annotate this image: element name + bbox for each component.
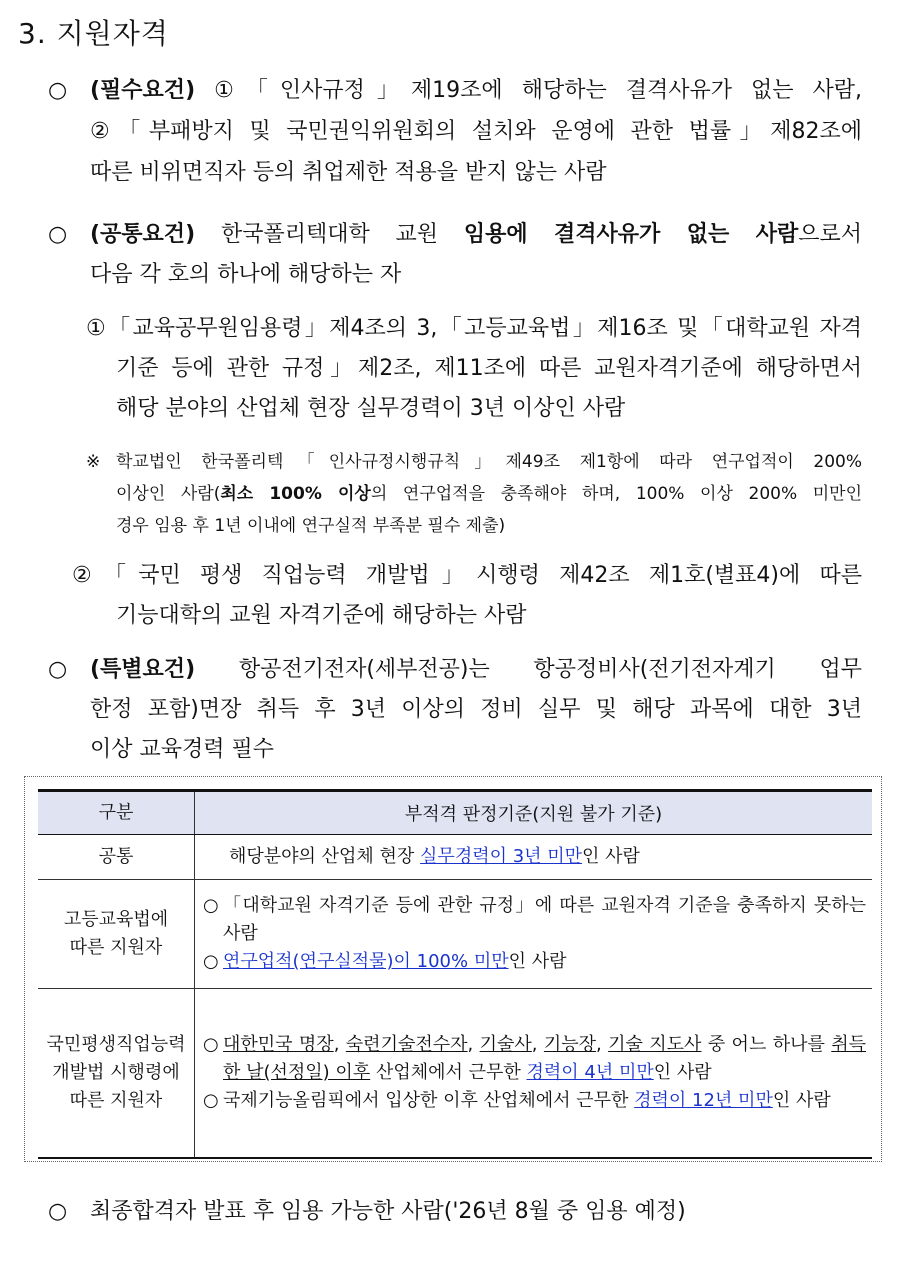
row-he-bullet-2-highlight: 연구업적(연구실적물)이 100% 미만 xyxy=(223,950,509,972)
row-he-bullet-1 xyxy=(203,892,866,948)
special-line-3: 이상 교육경력 필수 xyxy=(90,737,275,762)
table-header-category: 구분 xyxy=(38,791,195,835)
note-line-3: 경우 임용 후 1년 이내에 연구실적 부족분 필수 제출) xyxy=(116,516,506,536)
final-line: 최종합격자 발표 후 임용 가능한 사람('26년 8월 중 임용 예정) xyxy=(90,1199,686,1224)
common-line-1 xyxy=(90,224,862,246)
qual-transmitter: 숙련기술전수자 xyxy=(345,1034,468,1056)
row-common-criteria xyxy=(195,835,873,880)
common-item1-line-3: 해당 분야의 산업체 현장 실무경력이 3년 이상인 사람 xyxy=(116,396,626,421)
table-row-higher-education xyxy=(38,880,872,989)
row-he-bullet-2 xyxy=(203,948,866,976)
row-voc-criteria xyxy=(195,989,873,1159)
row-voc-bullet-1-mark: ○ xyxy=(203,1034,219,1056)
row-he-bullet-2-mark: ○ xyxy=(203,950,219,972)
qual-pe: 기술사 xyxy=(479,1034,532,1056)
row-he-bullet-2-post: 인 사람 xyxy=(508,950,567,972)
row-he-label xyxy=(38,880,195,989)
common-text-bold: 임용에 결격사유가 없는 사람 xyxy=(463,222,799,247)
common-item1-line-1: ①「교육공무원임용령」제4조의 3,「고등교육법」제16조 및「대학교원 자격 xyxy=(86,316,862,341)
note-line-2-pre: 이상인 사람( xyxy=(116,484,221,504)
bullet-common: ○ xyxy=(48,222,68,247)
row-voc-label-2: 개발법 시행령에 xyxy=(52,1062,180,1084)
special-line-2: 한정 포함)면장 취득 후 3년 이상의 정비 실무 및 해당 과목에 대한 3년 xyxy=(90,697,862,722)
row-voc-bullet-1-text xyxy=(223,1031,866,1087)
row-he-bullet-2-text xyxy=(223,948,866,976)
note-line-2 xyxy=(116,486,862,503)
row-he-bullet-1-mark: ○ xyxy=(203,895,219,917)
row-voc-bullet-1-post: 인 사람 xyxy=(653,1062,712,1084)
row-voc-bullet-2-text xyxy=(223,1087,866,1115)
row-voc-bullet-2-pre: 국제기능올림픽에서 입상한 이후 산업체에서 근무한 xyxy=(223,1089,635,1111)
row-voc-bullet-2-highlight: 경력이 12년 미만 xyxy=(634,1089,773,1111)
common-item1-line-2: 기준 등에 관한 규정」제2조, 제11조에 따른 교원자격기준에 해당하면서 xyxy=(116,356,862,381)
common-tag: (공통요건) xyxy=(90,222,196,247)
sep-2: , xyxy=(467,1034,480,1056)
note-line-2-post: 의 연구업적을 충족해야 하며, 100% 이상 200% 미만인 xyxy=(370,484,862,504)
row-he-label-2: 따른 지원자 xyxy=(69,937,163,958)
row-voc-after-date: 취득한 날(선정일) 이후 xyxy=(223,1034,867,1084)
common-text-post: 으로서 xyxy=(798,222,862,247)
row-he-criteria xyxy=(195,880,873,989)
sep-3: , xyxy=(531,1034,544,1056)
bullet-special: ○ xyxy=(48,657,68,682)
row-voc-bullet-2-mark: ○ xyxy=(203,1089,219,1111)
row-voc-mid-2: 산업체에서 근무한 xyxy=(370,1062,527,1084)
row-common-pre: 해당분야의 산업체 현장 xyxy=(229,846,421,868)
special-line-1 xyxy=(90,659,862,681)
row-voc-mid: 중 어느 하나를 xyxy=(701,1034,832,1056)
note-mark: ※ xyxy=(86,452,101,472)
criteria-table xyxy=(38,789,872,1159)
row-voc-label-3: 따른 지원자 xyxy=(69,1089,163,1111)
special-tag: (특별요건) xyxy=(90,657,196,682)
row-he-bullet-1-text: 「대학교원 자격기준 등에 관한 규정」에 따른 교원자격 기준을 충족하지 못하는 사람 xyxy=(223,895,866,945)
row-voc-bullet-1 xyxy=(203,1031,866,1087)
row-he-label-1: 고등교육법에 xyxy=(63,909,169,931)
required-line-2: ②「부패방지 및 국민권익위원회의 설치와 운영에 관한 법률」제82조에 xyxy=(90,119,862,144)
qual-instructor: 기술 지도사 xyxy=(608,1034,702,1056)
required-line-3: 따른 비위면직자 등의 취업제한 적용을 받지 않는 사람 xyxy=(90,160,607,185)
common-text-pre: 한국폴리텍대학 교원 xyxy=(220,222,464,247)
bullet-final: ○ xyxy=(48,1199,68,1224)
sep-1: , xyxy=(333,1034,346,1056)
row-voc-label xyxy=(38,989,195,1159)
required-tag: (필수요건) xyxy=(90,78,196,103)
required-line-1 xyxy=(90,80,862,102)
sep-4: , xyxy=(596,1034,609,1056)
table-header-criteria: 부적격 판정기준(지원 불가 기준) xyxy=(195,791,873,835)
bullet-required: ○ xyxy=(48,78,68,103)
common-item2-line-2: 기능대학의 교원 자격기준에 해당하는 사람 xyxy=(116,603,527,628)
note-line-1: 학교법인 한국폴리텍「인사규정시행규칙」제49조 제1항에 따라 연구업적이 200% xyxy=(116,452,862,472)
required-text-1: ①「인사규정」제19조에 해당하는 결격사유가 없는 사람, xyxy=(214,78,862,103)
table-row-vocational xyxy=(38,989,872,1159)
table-row-common xyxy=(38,835,872,880)
row-common-highlight: 실무경력이 3년 미만 xyxy=(420,846,583,868)
common-item2-line-1: ②「국민 평생 직업능력 개발법」시행령 제42조 제1호(별표4)에 따른 xyxy=(72,563,862,588)
row-voc-bullet-2-post: 인 사람 xyxy=(772,1089,831,1111)
row-voc-label-1: 국민평생직업능력 xyxy=(46,1034,186,1056)
qual-master-craftsman: 기능장 xyxy=(543,1034,597,1056)
row-common-label: 공통 xyxy=(38,835,195,880)
row-voc-bullet-1-highlight: 경력이 4년 미만 xyxy=(526,1062,654,1084)
common-line-2: 다음 각 호의 하나에 해당하는 자 xyxy=(90,262,402,287)
row-common-post: 인 사람 xyxy=(582,846,640,868)
note-line-2-bold: 최소 100% 이상 xyxy=(220,484,371,504)
table-header-row xyxy=(38,791,872,835)
special-text-1: 항공전기전자(세부전공)는 항공정비사(전기전자계기 업무 xyxy=(238,657,862,682)
qual-master: 대한민국 명장 xyxy=(223,1034,334,1056)
section-title: 3. 지원자격 xyxy=(18,17,169,50)
row-voc-bullet-2 xyxy=(203,1087,866,1115)
